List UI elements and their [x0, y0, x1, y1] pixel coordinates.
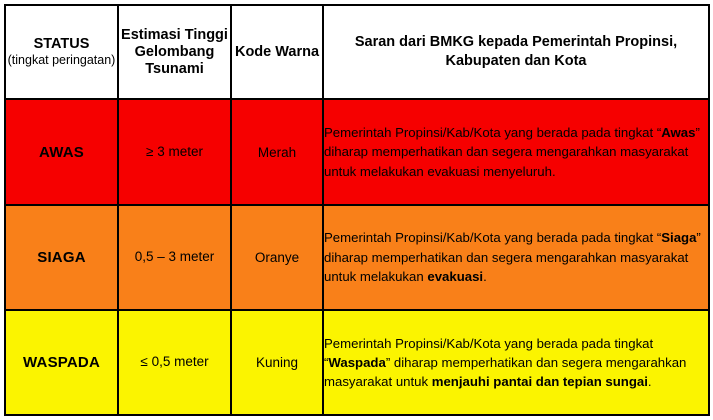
saran-siaga-bold2: evakuasi [427, 268, 484, 284]
tinggi-gelombang-siaga: 0,5 – 3 meter [118, 205, 231, 310]
header-status-subtitle: (tingkat peringatan) [7, 53, 116, 68]
saran-waspada-bold2: menjauhi pantai dan tepian sungai [431, 373, 648, 389]
table-row-awas [5, 99, 709, 204]
saran-siaga-bold1: Siaga [661, 230, 697, 246]
kode-warna-siaga: Oranye [231, 205, 323, 310]
kode-warna-awas: Merah [231, 99, 323, 204]
saran-waspada-bold1: Waspada [328, 354, 386, 370]
saran-waspada-mid: ” diharap memperhatikan dan segera mengarahkan masyarakat untuk [324, 354, 687, 389]
saran-siaga [323, 205, 709, 310]
saran-awas-bold1: Awas [661, 125, 696, 141]
status-badge-awas: AWAS [5, 99, 118, 204]
saran-waspada-pre: Pemerintah Propinsi/Kab/Kota yang berada pada tingkat “ [324, 335, 654, 370]
kode-warna-waspada: Kuning [231, 310, 323, 415]
header-estimasi-tinggi-gelombang: Estimasi Tinggi Gelombang Tsunami [118, 5, 231, 99]
status-badge-waspada: WASPADA [5, 310, 118, 415]
saran-siaga-mid: ” diharap memperhatikan dan segera mengarahkan masyarakat untuk melakukan [324, 230, 701, 284]
table-header-row [5, 5, 709, 99]
table-row-waspada [5, 310, 709, 415]
tinggi-gelombang-awas: ≥ 3 meter [118, 99, 231, 204]
header-saran-bmkg: Saran dari BMKG kepada Pemerintah Propinsi, Kabupaten dan Kota [323, 5, 709, 99]
saran-siaga-pre: Pemerintah Propinsi/Kab/Kota yang berada pada tingkat “ [324, 230, 662, 246]
header-kode-warna: Kode Warna [231, 5, 323, 99]
tsunami-status-table [4, 4, 710, 416]
header-status-title: STATUS [33, 36, 90, 53]
status-badge-siaga: SIAGA [5, 205, 118, 310]
tinggi-gelombang-waspada: ≤ 0,5 meter [118, 310, 231, 415]
saran-awas-pre: Pemerintah Propinsi/Kab/Kota yang berada pada tingkat “ [324, 125, 662, 141]
saran-siaga-post: . [483, 268, 487, 284]
saran-awas-mid: ” diharap memperhatikan dan segera mengarahkan masyarakat untuk melakukan evakuasi menyeluruh. [324, 125, 700, 179]
table-row-siaga [5, 205, 709, 310]
saran-waspada [323, 310, 709, 415]
header-status [5, 5, 118, 99]
saran-waspada-post: . [647, 373, 652, 389]
saran-awas [323, 99, 709, 204]
